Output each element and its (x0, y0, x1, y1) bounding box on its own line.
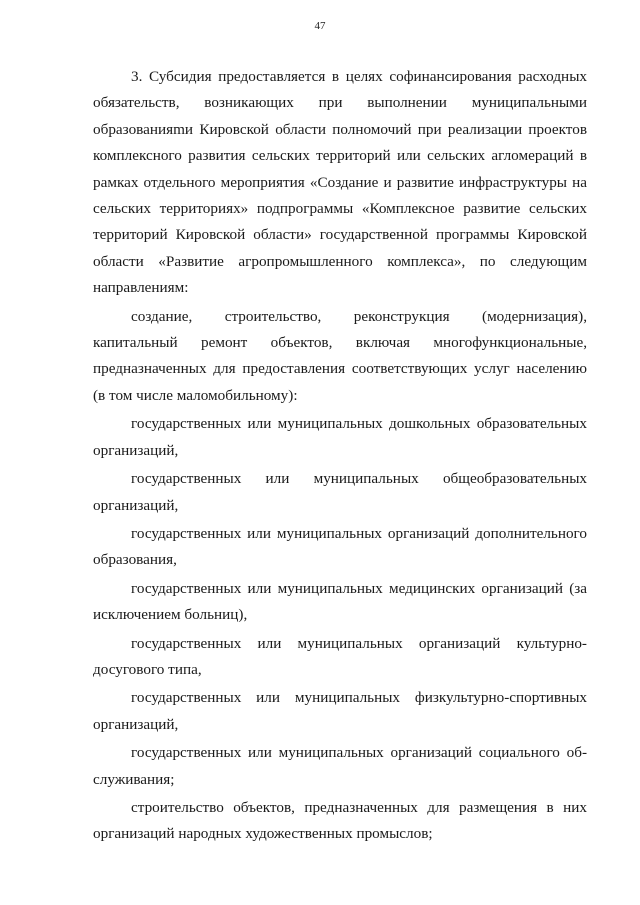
paragraph-folk-crafts-construction: строительство объектов, предназначенных для размещения в них организаций народных художественных промыслов; (93, 798, 587, 843)
paragraph-subsidy-purpose: 3. Субсидия предоставляется в целях софинансирования расходных обязательств, возникающих при выполнении муниципальными образованияmи Кировской области полномочий при реализации проектов комплексного развития сельских территорий или сельских агломераций в рамках отдельного мероприятия «Создание и развитие инфраструктуры на сельских территориях» подпрограммы «Комплексное развитие сельских территорий Кировской области» государственной программы Кировской области «Развитие агропромышленного комплекса», по следующим направлениям: (93, 68, 587, 297)
list-item-general-education-organizations: государственных или муниципальных общеобразовательных организаций, (93, 470, 587, 514)
page-number: 47 (314, 20, 326, 32)
paragraph-construction-directions: создание, строительство, реконструкция (модернизация), капитальный ремонт объектов, включая многофункциональные, предназначенных для предоставления соответствующих услуг населению (в том числе маломобильному): (93, 307, 587, 404)
document-body (93, 64, 587, 848)
list-item-cultural-leisure-organizations: государственных или муниципальных организаций культурно-досугового типа, (93, 634, 587, 678)
list-item-medical-organizations: государственных или муниципальных медицинских организаций (за исключением больниц), (93, 579, 587, 624)
list-item-social-service-organizations: государственных или муниципальных организаций социального обслуживания; (93, 744, 587, 788)
list-item-sports-organizations: государственных или муниципальных физкультурно-спортивных организаций, (93, 689, 587, 733)
list-item-preschool-organizations: государственных или муниципальных дошкольных образовательных организаций, (93, 415, 587, 459)
list-item-additional-education-organizations: государственных или муниципальных организаций дополнительного образования, (93, 524, 587, 569)
